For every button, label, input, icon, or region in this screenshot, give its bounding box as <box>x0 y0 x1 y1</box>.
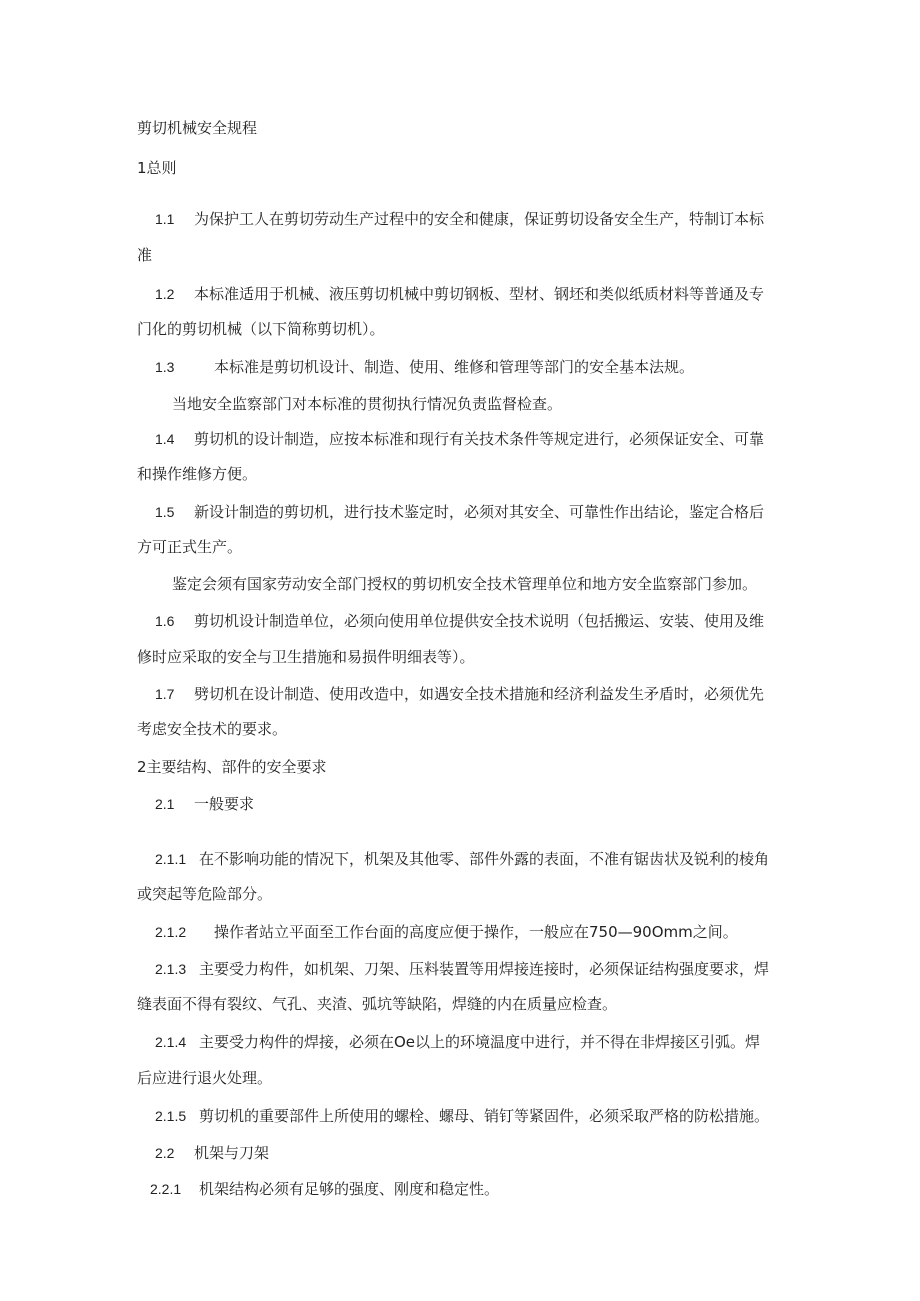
clause-text-cont: 修时应采取的安全与卫生措施和易损件明细表等）。 <box>137 648 475 666</box>
clause-number: 1.1 <box>155 211 175 227</box>
clause-text: 在不影响功能的情况下，机架及其他零、部件外露的表面，不准有锯齿状及锐利的棱角 <box>199 850 770 868</box>
clause-number: 2.1.2 <box>155 924 187 940</box>
clause-text: 新设计制造的剪切机，进行技术鉴定时，必须对其安全、可靠性作出结论，鉴定合格后 <box>194 503 765 521</box>
clause-number: 1.6 <box>155 613 175 629</box>
clause-text-cont: 准 <box>137 246 153 264</box>
clause-number: 2.1.1 <box>155 851 187 867</box>
clause-number: 1.3 <box>155 359 175 375</box>
clause-text-cont: 方可正式生产。 <box>137 538 243 556</box>
clause-text-cont: 当地安全监察部门对本标准的贯彻执行情况负责监督检查。 <box>172 395 563 413</box>
clause-number: 1.7 <box>155 686 175 702</box>
clause-number: 2.1 <box>155 796 175 812</box>
clause-text-cont: 鉴定会须有国家劳动安全部门授权的剪切机安全技术管理单位和地方安全监察部门参加。 <box>172 575 758 593</box>
clause-number: 1.4 <box>155 431 175 447</box>
clause-text: 机架与刀架 <box>194 1144 270 1162</box>
clause-text-cont: 和操作维修方便。 <box>137 465 258 483</box>
clause-text: 一般要求 <box>194 795 255 813</box>
clause-text: 剪切机的重要部件上所使用的螺栓、螺母、销钉等紧固件，必须采取严格的防松措施。 <box>199 1107 770 1125</box>
clause-text: 为保护工人在剪切劳动生产过程中的安全和健康，保证剪切设备安全生产，特制订本标 <box>194 210 765 228</box>
document-title: 剪切机械安全规程 <box>137 119 258 137</box>
section-2-heading: 2主要结构、部件的安全要求 <box>137 758 327 776</box>
clause-text: 本标准适用于机械、液压剪切机械中剪切钢板、型材、钢坯和类似纸质材料等普通及专 <box>194 285 765 303</box>
clause-text: 劈切机在设计制造、使用改造中，如遇安全技术措施和经济利益发生矛盾时，必须优先 <box>194 685 765 703</box>
clause-text-cont: 后应进行退火处理。 <box>137 1069 273 1087</box>
clause-text: 机架结构必须有足够的强度、刚度和稳定性。 <box>199 1180 500 1198</box>
clause-text-cont: 或突起等危险部分。 <box>137 885 273 903</box>
clause-number: 2.2 <box>155 1145 175 1161</box>
clause-text-cont: 门化的剪切机械（以下简称剪切机）。 <box>137 320 385 338</box>
clause-text: 剪切机设计制造单位，必须向使用单位提供安全技术说明（包括搬运、安装、使用及维 <box>194 612 765 630</box>
clause-number: 2.1.3 <box>155 961 187 977</box>
clause-number: 2.1.4 <box>155 1034 187 1050</box>
clause-number: 2.1.5 <box>155 1108 187 1124</box>
clause-text: 剪切机的设计制造，应按本标准和现行有关技术条件等规定进行，必须保证安全、可靠 <box>194 430 765 448</box>
clause-number: 2.2.1 <box>150 1181 182 1197</box>
clause-number: 1.2 <box>155 286 175 302</box>
clause-text-cont: 考虑安全技术的要求。 <box>137 720 288 738</box>
clause-text: 本标准是剪切机设计、制造、使用、维修和管理等部门的安全基本法规。 <box>214 358 695 376</box>
clause-text-cont: 缝表面不得有裂纹、气孔、夹渣、弧坑等缺陷，焊缝的内在质量应检查。 <box>137 995 618 1013</box>
clause-text: 操作者站立平面至工作台面的高度应便于操作，一般应在750—90Omm之间。 <box>214 923 738 941</box>
clause-text: 主要受力构件，如机架、刀架、压料装置等用焊接连接时，必须保证结构强度要求，焊 <box>199 960 770 978</box>
clause-text: 主要受力构件的焊接，必须在Oe以上的环境温度中进行，并不得在非焊接区引弧。焊 <box>199 1033 761 1051</box>
section-1-heading: 1总则 <box>137 159 177 177</box>
clause-number: 1.5 <box>155 504 175 520</box>
